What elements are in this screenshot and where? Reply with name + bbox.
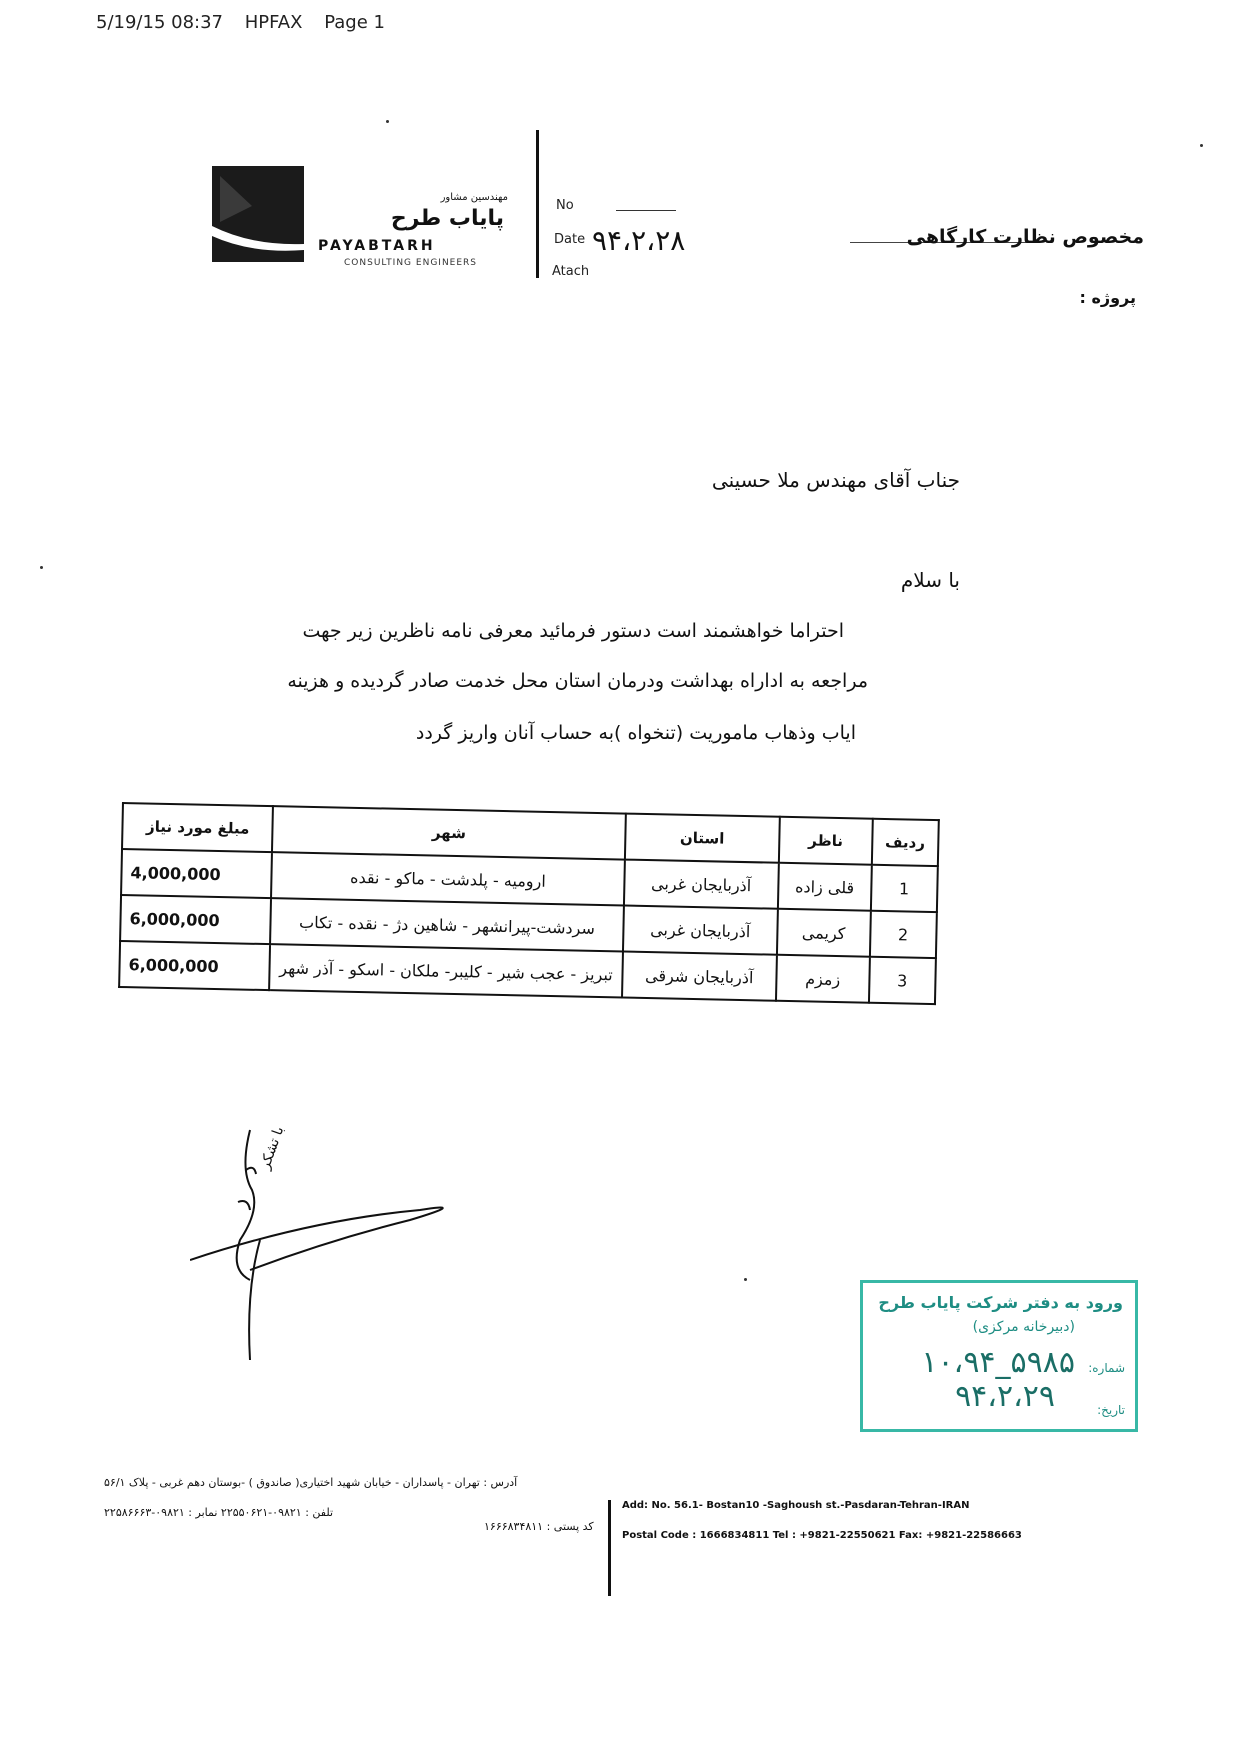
stamp-title: ورود به دفتر شرکت پایاب طرح <box>878 1293 1123 1312</box>
footer-postal-fa: کد پستی : ۱۶۶۶۸۳۴۸۱۱ <box>484 1520 594 1533</box>
stamp-date-label: تاریخ: <box>1097 1403 1125 1417</box>
cell-city: سردشت-پیرانشهر - شاهین دژ - نقده - تکاب <box>271 898 624 951</box>
cell-amount: 6,000,000 <box>119 941 270 990</box>
company-name-en: PAYABTARH <box>318 238 436 254</box>
cell-amount: 6,000,000 <box>120 895 271 944</box>
stamp-subtitle: (دبیرخانه مرکزی) <box>972 1319 1075 1335</box>
header-divider <box>536 130 539 278</box>
signature <box>190 1110 480 1360</box>
fax-device: HPFAX <box>244 12 303 33</box>
header-province: استان <box>624 814 779 863</box>
footer-phone-fa: تلفن : ۰۹۸۲۱-۲۲۵۵۰۶۲۱ نمابر : ۰۹۸۲۱-۲۲۵۸۶۶۶۳ <box>104 1506 334 1519</box>
scan-speck <box>744 1278 747 1281</box>
paragraph-line: احتراما خواهشمند است دستور فرمائید معرفی نامه ناظرین زیر جهت <box>302 620 844 642</box>
scan-speck <box>40 566 43 569</box>
company-subtitle-en: CONSULTING ENGINEERS <box>344 258 478 268</box>
cell-city: تبریز - عجب شیر - کلیبر- ملکان - اسکو - آذر شهر <box>270 944 623 997</box>
signature-note: با تشکر <box>257 1124 288 1172</box>
footer-address-en: Add: No. 56.1- Bostan10 -Saghoush st.-Pasdaran-Tehran-IRAN <box>622 1500 970 1511</box>
fax-page: Page 1 <box>324 12 385 33</box>
received-stamp <box>860 1280 1138 1432</box>
stamp-date-value: ۹۴،۲،۲۹ <box>955 1379 1055 1414</box>
supervisors-table <box>118 802 940 1005</box>
greeting: با سلام <box>900 568 960 592</box>
logo-icon <box>212 166 304 262</box>
company-descriptor: مهندسین مشاور <box>440 192 508 203</box>
paragraph-line: ایاب وذهاب ماموریت (تنخواه )به حساب آنان واریز گردد <box>415 722 856 744</box>
paragraph-line: مراجعه به اداراه بهداشت ودرمان استان محل خدمت صادر گردیده و هزینه <box>287 670 868 692</box>
fax-datetime: 5/19/15 08:37 <box>96 12 223 33</box>
cell-row: 2 <box>869 911 936 958</box>
cell-supervisor: زمزم <box>776 955 869 1003</box>
letter-no-label: No <box>556 198 574 213</box>
recipient: جناب آقای مهندس ملا حسینی <box>711 468 960 492</box>
letter-date-label: Date <box>554 232 586 247</box>
letter-no-value <box>616 202 676 211</box>
cell-row: 1 <box>870 865 937 912</box>
cell-province: آذربایجان شرقی <box>622 952 777 1001</box>
supervision-title: مخصوص نظارت کارگاهی <box>906 226 1144 248</box>
header-amount: مبلغ مورد نیاز <box>122 803 273 852</box>
footer-contact-en: Postal Code : 1666834811 Tel : +9821-22550621 Fax: +9821-22586663 <box>622 1530 1022 1541</box>
scan-speck <box>386 120 389 123</box>
stamp-number-value: ۱۰،۹۴_۵۹۸۵ <box>921 1345 1075 1380</box>
cell-province: آذربایجان غربی <box>623 906 778 955</box>
company-name-fa: پایاب طرح <box>390 206 504 231</box>
cell-amount: 4,000,000 <box>121 849 272 898</box>
cell-supervisor: کریمی <box>777 909 870 957</box>
scan-speck <box>1200 144 1203 147</box>
fax-header <box>96 12 401 33</box>
project-label: پروژه : <box>1079 288 1136 307</box>
footer-address-fa: آدرس : تهران - پاسداران - خیابان شهید اختیاری( صاندوق ) -بوستان دهم غربی - پلاک ۵۶/۱ <box>104 1476 518 1489</box>
cell-province: آذربایجان غربی <box>624 860 779 909</box>
header-supervisor: ناظر <box>779 817 872 865</box>
stamp-number-label: شماره: <box>1088 1361 1125 1375</box>
cell-row: 3 <box>868 957 935 1004</box>
company-logo <box>212 166 304 262</box>
letter-date-value: ۹۴،۲،۲۸ <box>592 224 686 257</box>
letter-attach-label: Atach <box>552 264 590 279</box>
header-city: شهر <box>272 806 625 859</box>
header-row: ردیف <box>871 819 938 866</box>
cell-supervisor: قلی زاده <box>778 863 871 911</box>
footer-divider <box>608 1500 611 1596</box>
cell-city: ارومیه - پلدشت - ماکو - نقده <box>271 852 624 905</box>
